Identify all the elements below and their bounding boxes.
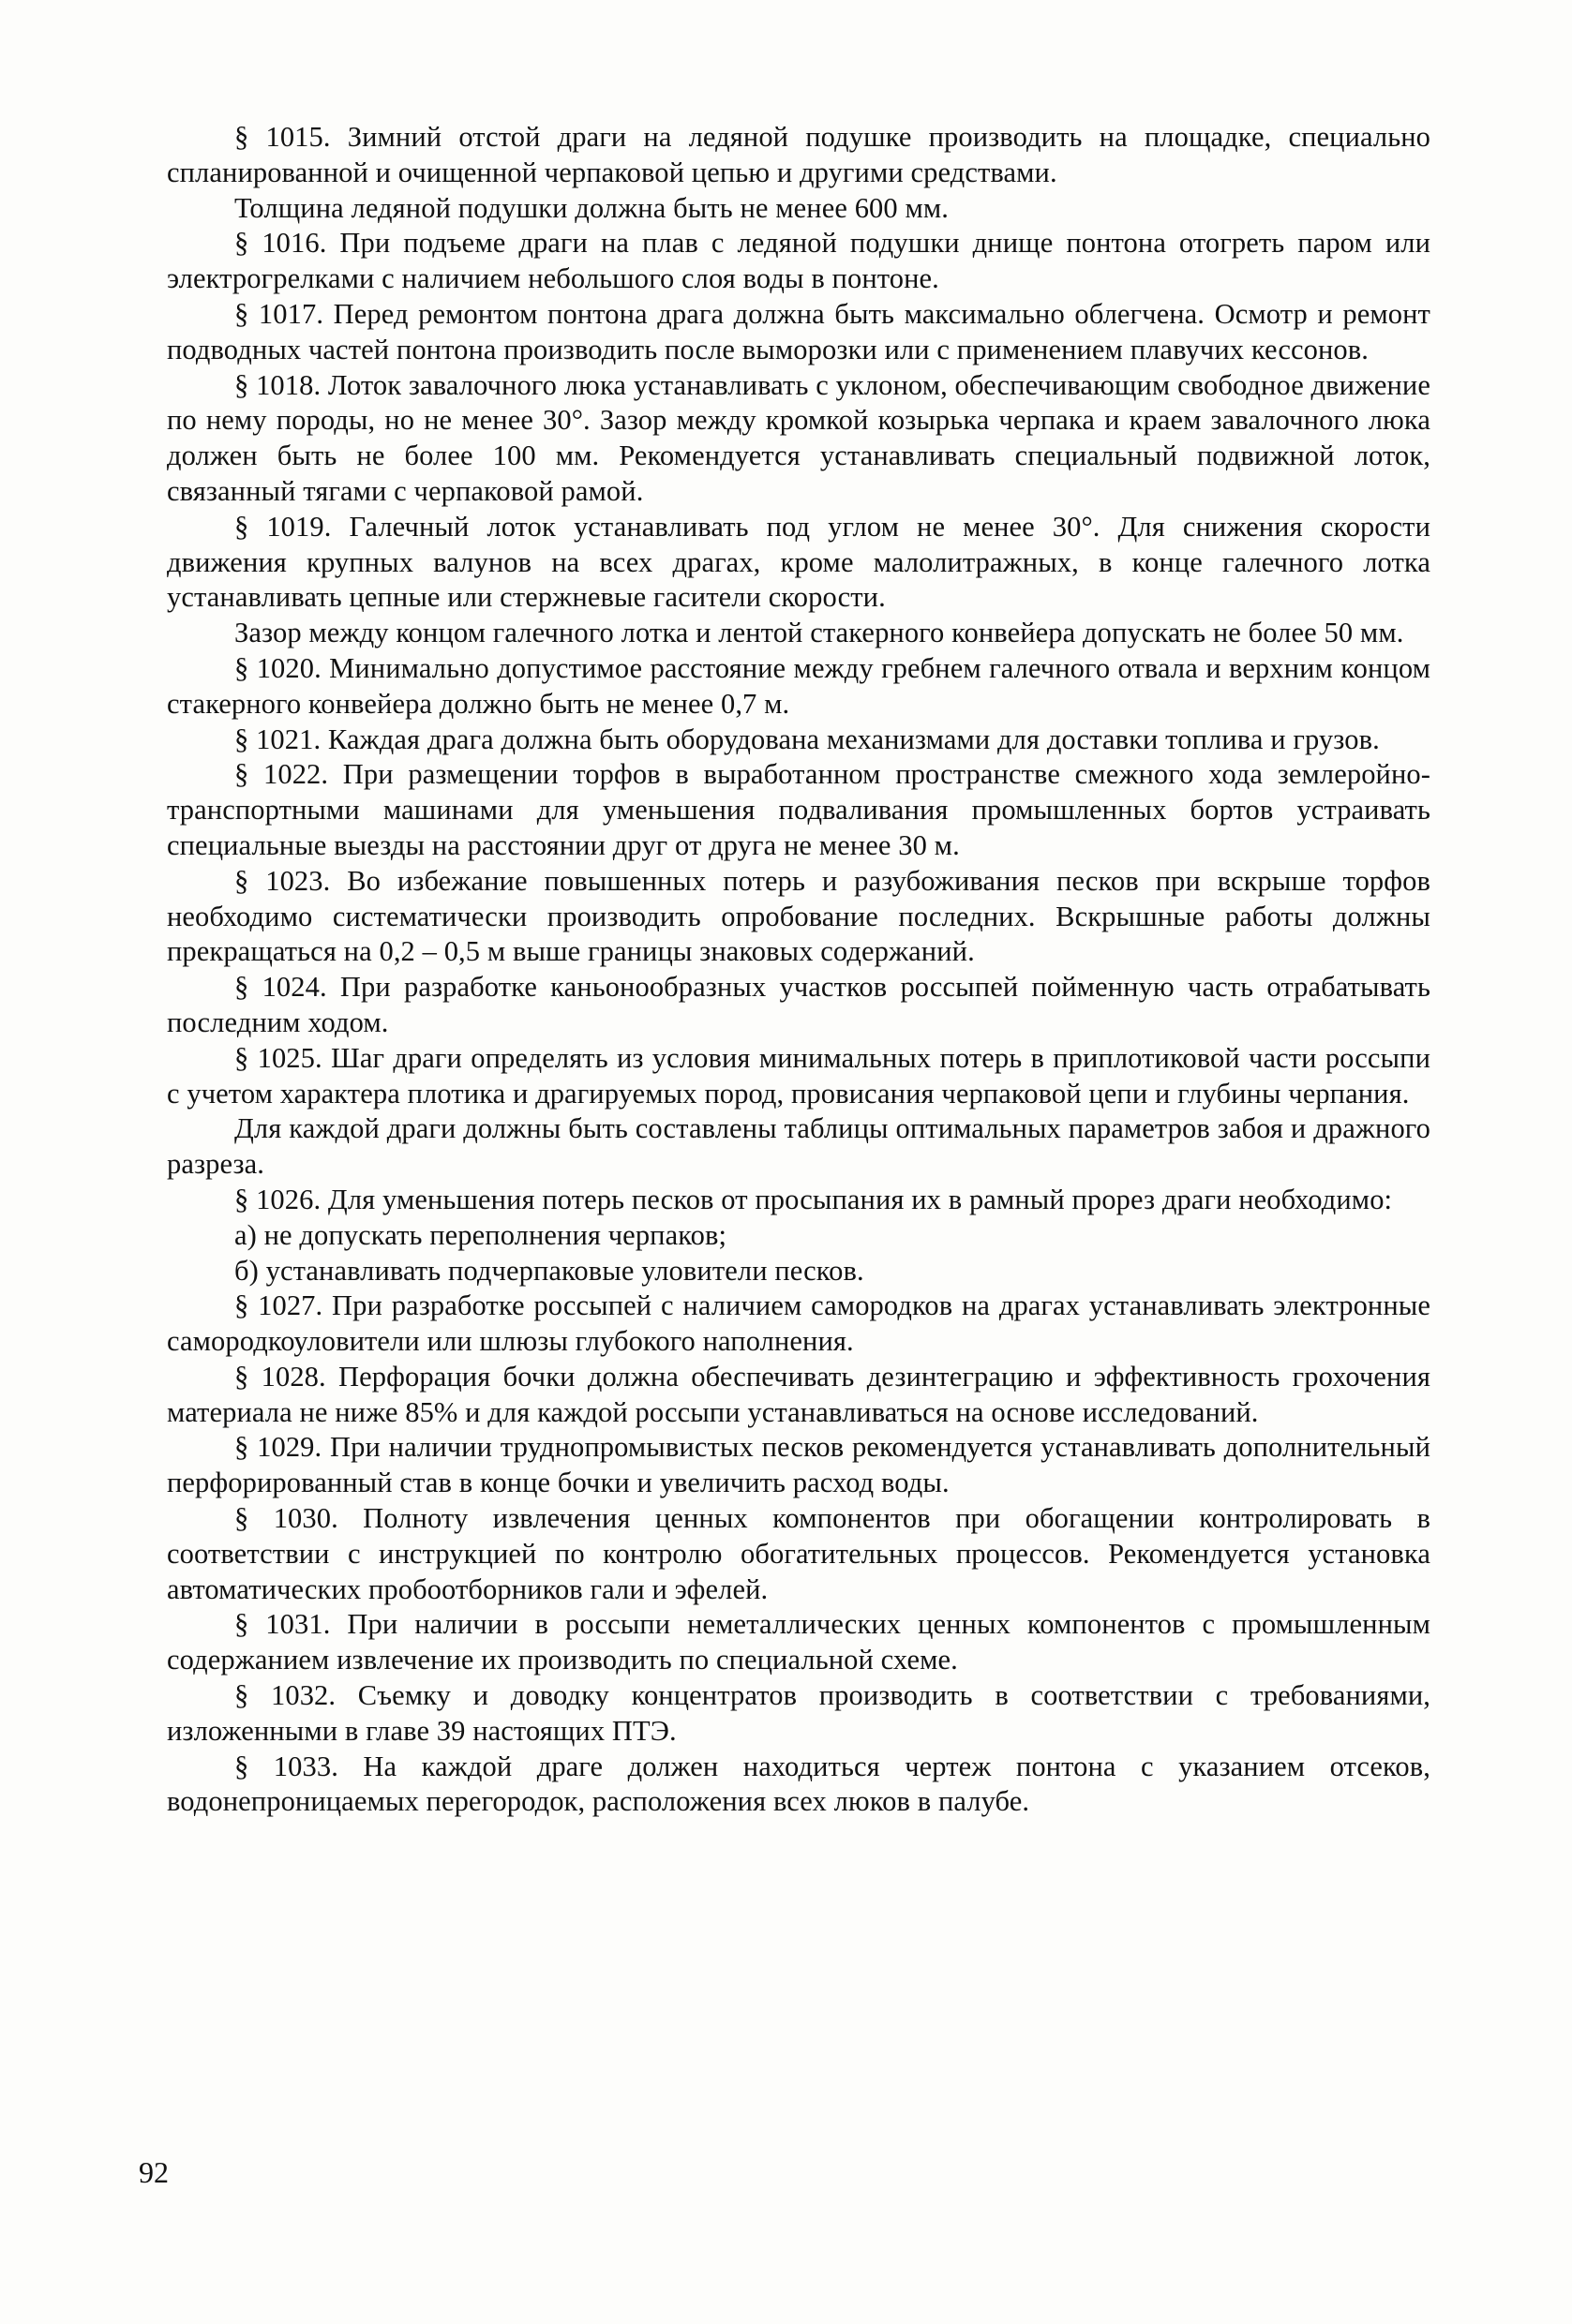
paragraph-1015-thickness: Толщина ледяной подушки должна быть не менее 600 мм. <box>234 191 949 224</box>
paragraph-1020: § 1020. Минимально допустимое расстояние между гребнем галечного отвала и верхним концом стакерного конвейера должно быть не менее 0,7 м. <box>167 651 1430 720</box>
page-body <box>167 120 1430 1820</box>
paragraph-1025: § 1025. Шаг драги определять из условия минимальных потерь в приплотиковой части россыпи с учетом характера плотика и драгируемых пород, провисания черпаковой цепи и глубины черпания. <box>167 1041 1430 1110</box>
paragraph-1017: § 1017. Перед ремонтом понтона драга должна быть максимально облегчена. Осмотр и ремонт подводных частей понтона производить после выморозки или с применением плавучих кессонов. <box>167 297 1430 365</box>
paragraph-1026: § 1026. Для уменьшения потерь песков от просыпания их в рамный прорез драги необходимо: <box>234 1183 1393 1215</box>
paragraph-1018: § 1018. Лоток завалочного люка устанавливать с уклоном, обеспечивающим свободное движение по нему породы, но не менее 30°. Зазор между кромкой козырька черпака и краем завалочного люка должен быть не более 100 мм. Рекомендуется устанавливать специальный подвижной лоток, связанный тягами с черпаковой рамой. <box>167 368 1430 507</box>
paragraph-1015: § 1015. Зимний отстой драги на ледяной подушке производить на площадке, специально спланированной и очищенной черпаковой цепью и другими средствами. <box>167 121 1430 188</box>
paragraph-1030: § 1030. Полноту извлечения ценных компонентов при обогащении контролировать в соответствии с инструкцией по контролю обогатительных процессов. Рекомендуется установка автоматических пробоотборников гали и эфелей. <box>167 1502 1430 1605</box>
paragraph-1023: § 1023. Во избежание повышенных потерь и разубоживания песков при вскрыше торфов необходимо систематически производить опробование последних. Вскрышные работы должны прекращаться на 0,2 – 0,5 м выше границы знаковых содержаний. <box>167 864 1430 968</box>
paragraph-1016: § 1016. При подъеме драги на плав с ледяной подушки днище понтона отогреть паром или электрогрелками с наличием небольшого слоя воды в понтоне. <box>167 227 1430 295</box>
paragraph-1028: § 1028. Перфорация бочки должна обеспечивать дезинтеграцию и эффективность грохочения материала не ниже 85% и для каждой россыпи устанавливаться на основе исследований. <box>167 1360 1430 1428</box>
paragraph-1024: § 1024. При разработке каньонообразных участков россыпей пойменную часть отрабатывать последним ходом. <box>167 971 1430 1038</box>
paragraph-1029: § 1029. При наличии труднопромывистых песков рекомендуется устанавливать дополнительный перфорированный став в конце бочки и увеличить расход воды. <box>167 1431 1430 1499</box>
paragraph-1019-gap: Зазор между концом галечного лотка и лентой стакерного конвейера допускать не более 50 мм. <box>234 617 1404 649</box>
paragraph-1027: § 1027. При разработке россыпей с наличием самородков на драгах устанавливать электронные самородкоуловители или шлюзы глубокого наполнения. <box>167 1289 1430 1358</box>
paragraph-1031: § 1031. При наличии в россыпи неметаллических ценных компонентов с промышленным содержанием извлечение их производить по специальной схеме. <box>167 1608 1430 1676</box>
paragraph-1022: § 1022. При размещении торфов в выработанном пространстве смежного хода землеройно-транспортными машинами для уменьшения подваливания промышленных бортов устраивать специальные выезды на расстоянии друг от друга не менее 30 м. <box>167 758 1430 861</box>
list-item-a: а) не допускать переполнения черпаков; <box>234 1218 727 1251</box>
page-number: 92 <box>139 2155 169 2189</box>
paragraph-1019: § 1019. Галечный лоток устанавливать под углом не менее 30°. Для снижения скорости движения крупных валунов на всех драгах, кроме малолитражных, в конце галечного лотка устанавливать цепные или стержневые гасители скорости. <box>167 510 1430 614</box>
paragraph-1025-tables: Для каждой драги должны быть составлены таблицы оптимальных параметров забоя и дражного разреза. <box>167 1112 1430 1181</box>
paragraph-1021: § 1021. Каждая драга должна быть оборудована механизмами для доставки топлива и грузов. <box>234 723 1380 755</box>
paragraph-1032: § 1032. Съемку и доводку концентратов производить в соответствии с требованиями, изложенными в главе 39 настоящих ПТЭ. <box>167 1679 1430 1747</box>
paragraph-1033: § 1033. На каждой драге должен находиться чертеж понтона с указанием отсеков, водонепроницаемых перегородок, расположения всех люков в палубе. <box>167 1750 1430 1818</box>
list-item-b: б) устанавливать подчерпаковые уловители песков. <box>234 1254 864 1287</box>
